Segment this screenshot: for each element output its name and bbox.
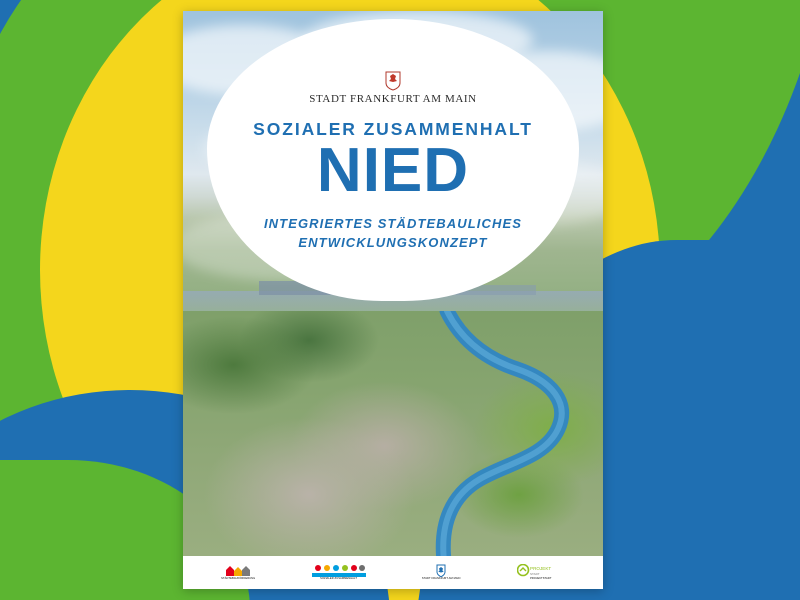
projektstadt-icon [517, 564, 565, 577]
cover-subtitle-line-1: INTEGRIERTES STÄDTEBAULICHES [263, 215, 523, 231]
title-medallion [207, 19, 579, 301]
logo-caption: PROJEKTSTADT [530, 577, 552, 581]
cover-subtitle [264, 215, 522, 253]
logo-bund-laender-staedtebaufoerderung [221, 564, 255, 581]
logo-sozialer-zusammenhalt [312, 564, 366, 581]
document-cover [183, 11, 603, 589]
stadt-frankfurt-icon [436, 564, 446, 577]
staedtebaufoerderung-icon [225, 564, 251, 577]
svg-text:STADT: STADT [529, 572, 540, 577]
logo-caption: STADT FRANKFURT AM MAIN [421, 577, 461, 581]
logo-strip [183, 556, 603, 589]
logo-stadt-frankfurt [422, 564, 461, 581]
river-main [372, 311, 603, 556]
logo-projektstadt [517, 564, 565, 581]
logo-caption: STÄDTEBAUFÖRDERUNG [221, 577, 256, 581]
publisher-crest [309, 71, 476, 105]
cover-kicker: SOZIALER ZUSAMMENHALT [253, 119, 533, 139]
sozialer-zusammenhalt-icon [312, 564, 366, 577]
page-title: NIED [316, 136, 470, 205]
publisher-crest-label: STADT FRANKFURT AM MAIN [309, 93, 477, 105]
svg-text:PROJEKT: PROJEKT [529, 566, 551, 572]
logo-caption: SOZIALER ZUSAMMENHALT [320, 577, 358, 581]
frankfurt-eagle-crest-icon [384, 71, 402, 91]
cover-subtitle-line-2: ENTWICKLUNGSKONZEPT [298, 234, 488, 250]
